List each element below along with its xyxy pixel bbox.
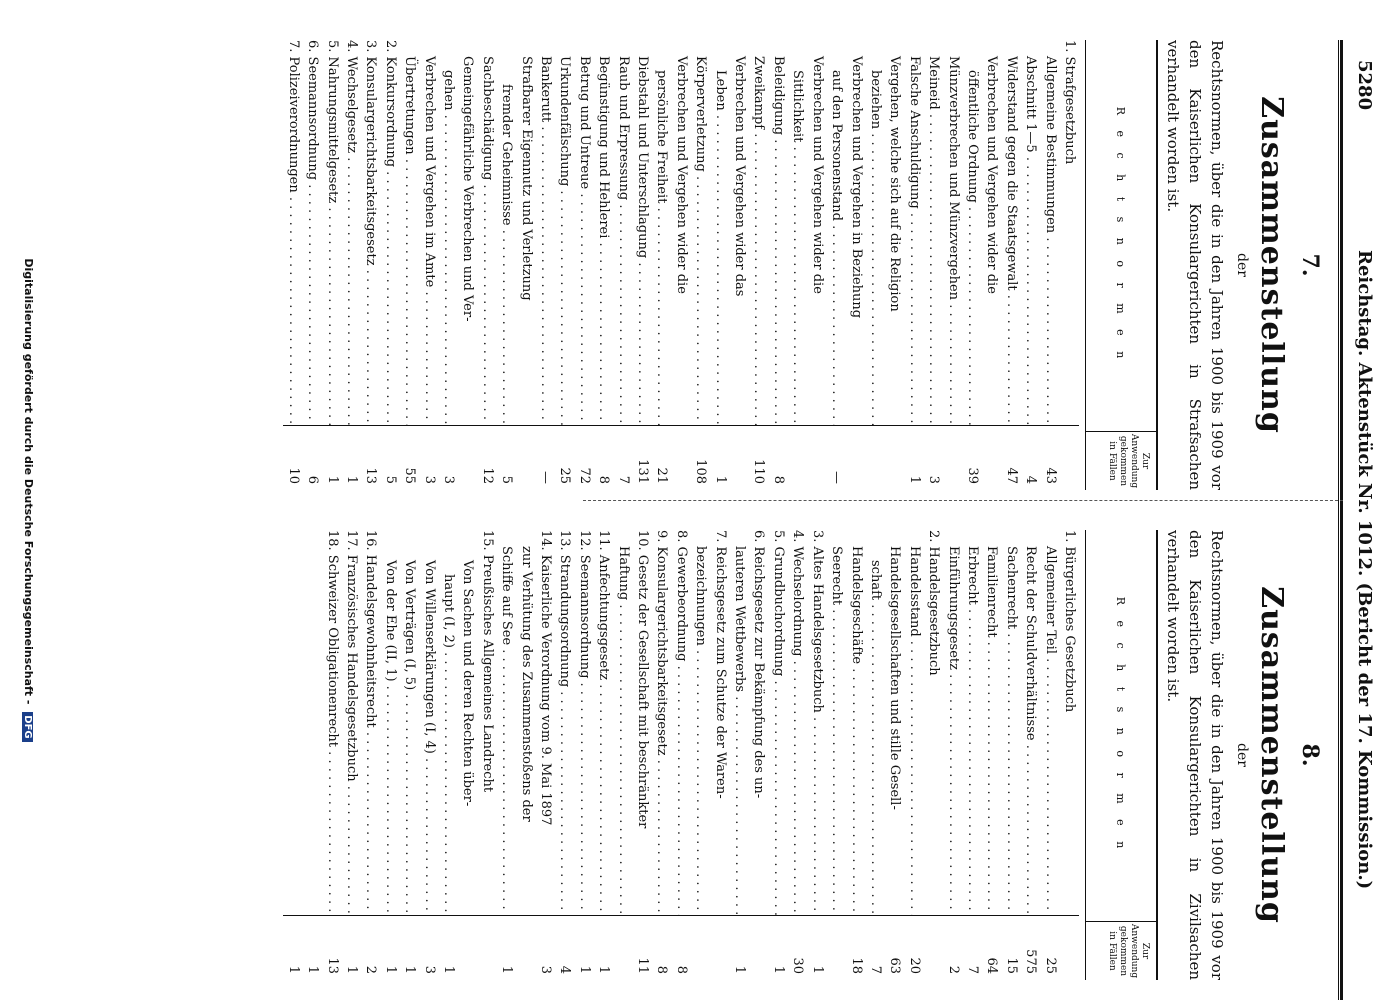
row-label: 5. Grundbuchordnung . . .	[769, 530, 788, 915]
table-row	[322, 40, 341, 490]
row-count: 1	[283, 915, 302, 980]
row-count: 6	[303, 425, 322, 490]
table-row	[574, 40, 593, 490]
row-count: 21	[652, 425, 671, 490]
row-count: 1	[904, 425, 923, 490]
section-8-der: der	[1234, 743, 1250, 767]
row-label: zur Verhütung des Zusammenstoßens der	[518, 546, 534, 822]
row-count	[458, 915, 477, 980]
row-count	[516, 915, 535, 980]
row-label: öffentliche Ordnung . . .	[963, 40, 982, 425]
row-label: 11. Anfechtungsgesetz . . .	[594, 530, 613, 915]
row-count: 108	[691, 425, 710, 490]
table-row	[361, 40, 380, 490]
page-number: 5280	[1354, 60, 1375, 111]
row-label: 1. Bürgerliches Gesetzbuch	[1062, 530, 1077, 713]
row-count: 2	[361, 915, 380, 980]
row-label: lauteren Wettbewerbs . . .	[730, 530, 749, 915]
row-label: 7. Reichsgesetz zum Schutze der Waren-	[712, 530, 728, 799]
row-count: 1	[303, 915, 322, 980]
table-row	[671, 40, 690, 490]
table-row	[788, 530, 807, 980]
section-8-number: 8.	[1297, 743, 1323, 767]
row-count: 1	[322, 425, 341, 490]
column-header-rechtsnormen: R e c h t s n o r m e n	[1086, 530, 1156, 922]
row-count: 1	[342, 915, 361, 980]
table-row	[827, 530, 846, 980]
header-rule-thin	[1338, 40, 1339, 1000]
table-row	[691, 530, 710, 980]
row-label: 12. Seemannsordnung . . .	[574, 530, 593, 915]
table-row	[1021, 530, 1040, 980]
table-row	[885, 530, 904, 980]
table-row	[574, 530, 593, 980]
row-label: Familienrecht . . .	[982, 530, 1001, 915]
table-row	[710, 40, 729, 490]
row-label: Verbrechen und Vergehen wider das	[732, 56, 748, 297]
row-count	[613, 915, 632, 980]
row-label: gehen . . .	[439, 40, 458, 425]
row-label: haupt (I, 2) . . .	[439, 530, 458, 915]
row-count: 64	[982, 915, 1001, 980]
table-row	[477, 40, 496, 490]
row-label: Sittlichkeit . . .	[788, 40, 807, 425]
table-row	[303, 530, 322, 980]
table-row	[943, 40, 962, 490]
row-count	[924, 915, 943, 980]
row-label: schaft . . .	[866, 530, 885, 915]
table-row	[1040, 530, 1059, 980]
row-label: Übertretungen . . .	[400, 40, 419, 425]
table-row	[710, 530, 729, 980]
row-count: 3	[536, 915, 555, 980]
row-label: Von Willenserklärungen (I, 4) . . .	[419, 530, 438, 915]
table-row	[419, 40, 438, 490]
section-8-rows	[283, 530, 1085, 980]
row-count: 3	[924, 425, 943, 490]
row-label: beziehen . . .	[866, 40, 885, 425]
section-8-table	[283, 530, 1158, 980]
row-label: 9. Konsulargerichtsbarkeitsgesetz . . .	[652, 530, 671, 915]
row-count: 7	[963, 915, 982, 980]
row-count: 8	[652, 915, 671, 980]
table-row	[361, 530, 380, 980]
header-rule-thick	[1340, 40, 1343, 1000]
row-count: 13	[322, 915, 341, 980]
row-count: 1	[342, 425, 361, 490]
row-label: Handelsgesellschaften und stille Gesell-	[887, 546, 903, 810]
row-label: Allgemeine Bestimmungen . . .	[1040, 40, 1059, 425]
row-label: Raub und Erpressung . . .	[613, 40, 632, 425]
table-row	[846, 40, 865, 490]
row-label: Sachbeschädigung . . .	[477, 40, 496, 425]
section-7	[285, 40, 1323, 490]
row-count: 39	[963, 425, 982, 490]
section-8	[285, 530, 1323, 980]
row-count: 1	[400, 915, 419, 980]
table-row	[1040, 40, 1059, 490]
row-count: 47	[1001, 425, 1020, 490]
table-row	[516, 40, 535, 490]
table-row	[536, 530, 555, 980]
row-label: fremder Geheimnisse . . .	[497, 40, 516, 425]
row-label: Diebstahl und Unterschlagung . . .	[633, 40, 652, 425]
section-7-der: der	[1234, 253, 1250, 277]
section-7-table-header	[1085, 40, 1156, 490]
row-label: Bankerutt . . .	[536, 40, 555, 425]
row-label: 3. Konsulargerichtsbarkeitsgesetz . . .	[361, 40, 380, 425]
table-row	[691, 40, 710, 490]
row-count: 131	[633, 425, 652, 490]
column-divider	[583, 500, 1343, 501]
section-8-table-header	[1085, 530, 1156, 980]
digitization-footer	[5, 0, 35, 1000]
row-label: Sachenrecht . . .	[1001, 530, 1020, 915]
row-label: 2. Konkursordnung . . .	[380, 40, 399, 425]
row-label: auf den Personenstand . . .	[827, 40, 846, 425]
row-label: Verbrechen und Vergehen wider die	[809, 56, 825, 294]
table-row	[555, 530, 574, 980]
table-row	[904, 530, 923, 980]
row-label: 4. Wechselordnung . . .	[788, 530, 807, 915]
row-count: —	[536, 425, 555, 490]
row-count: 1	[594, 915, 613, 980]
row-label: Von Verträgen (I, 5) . . .	[400, 530, 419, 915]
row-label: Leben . . .	[710, 40, 729, 425]
row-count: 1	[807, 915, 826, 980]
row-label: 5. Nahrungsmittelgesetz . . .	[322, 40, 341, 425]
row-label: Zweikampf . . .	[749, 40, 768, 425]
row-count: 4	[1021, 425, 1040, 490]
row-count: 8	[594, 425, 613, 490]
table-row	[1001, 530, 1020, 980]
row-count	[885, 425, 904, 490]
row-count: 1	[497, 915, 516, 980]
table-row	[400, 40, 419, 490]
table-row	[439, 530, 458, 980]
row-label: Haftung . . .	[613, 530, 632, 915]
table-row	[400, 530, 419, 980]
row-count: 55	[400, 425, 419, 490]
row-label: Urkundenfälschung . . .	[555, 40, 574, 425]
row-count	[749, 915, 768, 980]
row-count: 12	[477, 425, 496, 490]
section-8-title: Zusammenstellung	[1254, 586, 1289, 924]
table-row	[283, 40, 302, 490]
row-count: 3	[419, 425, 438, 490]
row-label: 6. Seemannsordnung . . .	[303, 40, 322, 425]
section-7-rows	[283, 40, 1085, 490]
row-label: Betrug und Untreue . . .	[574, 40, 593, 425]
row-label: 7. Polizeiverordnungen . . .	[283, 40, 302, 425]
row-label: Seerecht . . .	[827, 530, 846, 915]
section-7-title: Zusammenstellung	[1254, 96, 1289, 434]
table-row	[924, 40, 943, 490]
row-label	[303, 530, 322, 915]
row-label: 3. Altes Handelsgesetzbuch . . .	[807, 530, 826, 915]
row-label: Meineid . . .	[924, 40, 943, 425]
row-label: Einführungsgesetz . . .	[943, 530, 962, 915]
row-count	[846, 425, 865, 490]
row-count	[671, 425, 690, 490]
table-row	[943, 530, 962, 980]
table-row	[380, 530, 399, 980]
row-count	[943, 425, 962, 490]
table-row	[807, 40, 826, 490]
row-label: Erbrecht . . .	[963, 530, 982, 915]
row-label: Verbrechen und Vergehen wider die	[673, 56, 689, 294]
row-count	[710, 915, 729, 980]
row-count	[458, 425, 477, 490]
row-count: 5	[497, 425, 516, 490]
table-row	[594, 40, 613, 490]
row-label: Recht der Schuldverhältnisse . . .	[1021, 530, 1040, 915]
running-head	[1343, 0, 1383, 1000]
row-label: 10. Gesetz der Gesellschaft mit beschränkter	[635, 530, 651, 829]
row-count: 3	[419, 915, 438, 980]
table-row	[283, 530, 302, 980]
table-row	[1001, 40, 1020, 490]
table-row	[594, 530, 613, 980]
table-row	[322, 530, 341, 980]
row-count: 25	[1040, 915, 1059, 980]
table-row	[807, 530, 826, 980]
row-count: 1	[710, 425, 729, 490]
table-row	[536, 40, 555, 490]
table-row	[885, 40, 904, 490]
table-row	[924, 530, 943, 980]
section-7-description: Rechtsnormen, über die in den Jahren 1900 bis 1909 vor den Kaiserlichen Konsulargerichten in Strafsachen verhandelt worden ist.	[1164, 40, 1226, 490]
row-count: 18	[846, 915, 865, 980]
table-row	[380, 40, 399, 490]
row-label: 8. Gewerbeordnung . . .	[671, 530, 690, 915]
table-row	[555, 40, 574, 490]
row-label: 4. Wechselgesetz . . .	[342, 40, 361, 425]
table-row	[458, 40, 477, 490]
column-header-count: Zur Anwendung gekommen in Fällen	[1107, 433, 1150, 489]
row-label: Verbrechen und Vergehen im Amte . . .	[419, 40, 438, 425]
row-count	[1060, 915, 1079, 980]
row-label: Handelsstand . . .	[904, 530, 923, 915]
section-7-table	[283, 40, 1158, 490]
row-label: Von der Ehe (II, 1) . . .	[380, 530, 399, 915]
row-count	[516, 425, 535, 490]
table-row	[497, 530, 516, 980]
table-row	[827, 40, 846, 490]
row-count	[982, 425, 1001, 490]
table-row	[788, 40, 807, 490]
row-label: 17. Französisches Handelsgesetzbuch . . .	[342, 530, 361, 915]
table-row	[419, 530, 438, 980]
table-row	[730, 530, 749, 980]
section-8-description: Rechtsnormen, über die in den Jahren 1900 bis 1909 vor den Kaiserlichen Konsulargerichten in Zivilsachen verhandelt worden ist.	[1164, 530, 1226, 980]
row-count: 10	[283, 425, 302, 490]
row-label: 16. Handelsgewohnheitsrecht . . .	[361, 530, 380, 915]
table-row	[613, 530, 632, 980]
row-label: Allgemeiner Teil . . .	[1040, 530, 1059, 915]
row-count: 7	[866, 915, 885, 980]
row-count: 13	[361, 425, 380, 490]
row-label: 1. Strafgesetzbuch	[1062, 40, 1077, 165]
row-count	[691, 915, 710, 980]
table-row	[904, 40, 923, 490]
table-row	[633, 40, 652, 490]
row-count	[730, 425, 749, 490]
row-count: 3	[439, 425, 458, 490]
row-label: Begünstigung und Hehlerei . . .	[594, 40, 613, 425]
row-label: persönliche Freiheit . . .	[652, 40, 671, 425]
column-header-rechtsnormen: R e c h t s n o r m e n	[1086, 40, 1156, 432]
row-count: 2	[943, 915, 962, 980]
table-row	[633, 530, 652, 980]
row-count: 20	[904, 915, 923, 980]
table-row	[303, 40, 322, 490]
row-label: 2. Handelsgesetzbuch	[926, 530, 942, 676]
row-count: 110	[749, 425, 768, 490]
row-label: Beleidigung . . .	[769, 40, 788, 425]
table-row	[749, 40, 768, 490]
table-row	[982, 530, 1001, 980]
row-count	[477, 915, 496, 980]
row-count	[788, 425, 807, 490]
row-count: 7	[613, 425, 632, 490]
row-label: 13. Strandungsordnung . . .	[555, 530, 574, 915]
table-row	[477, 530, 496, 980]
table-row	[963, 530, 982, 980]
row-label: Körperverletzung . . .	[691, 40, 710, 425]
row-label: 18. Schweizer Obligationenrecht . . .	[322, 530, 341, 915]
row-label: Münzverbrechen und Münzvergehen . . .	[943, 40, 962, 425]
row-count: 30	[788, 915, 807, 980]
footer-text: Digitalisierung gefördert durch die Deutsche Forschungsgemeinschaft -	[22, 258, 35, 705]
table-row	[730, 40, 749, 490]
table-row	[652, 40, 671, 490]
table-row	[769, 530, 788, 980]
table-row	[866, 530, 885, 980]
table-row	[1060, 530, 1079, 980]
row-label: Abschnitt 1—5 . . .	[1021, 40, 1040, 425]
row-label: 6. Reichsgesetz zur Bekämpfung des un-	[751, 530, 767, 799]
row-label: Von Sachen und deren Rechten über-	[460, 560, 476, 807]
row-count: 5	[380, 425, 399, 490]
row-count	[807, 425, 826, 490]
table-row	[497, 40, 516, 490]
row-count	[827, 915, 846, 980]
table-row	[769, 40, 788, 490]
table-row	[613, 40, 632, 490]
row-label	[283, 530, 302, 915]
row-count: 72	[574, 425, 593, 490]
row-label: Handelsgeschäfte . . .	[846, 530, 865, 915]
row-label: Schiffe auf See . . .	[497, 530, 516, 915]
row-label: Falsche Anschuldigung . . .	[904, 40, 923, 425]
table-row	[671, 530, 690, 980]
row-count: 43	[1040, 425, 1059, 490]
table-row	[1060, 40, 1079, 490]
dfg-logo: DFG	[22, 712, 33, 741]
row-label: 15. Preußisches Allgemeines Landrecht	[479, 530, 495, 793]
row-count: 8	[769, 425, 788, 490]
row-label: Widerstand gegen die Staatsgewalt . . .	[1001, 40, 1020, 425]
row-label: Verbrechen und Vergehen wider die	[984, 56, 1000, 294]
table-row	[749, 530, 768, 980]
row-label: Vergehen, welche sich auf die Religion	[887, 56, 903, 312]
column-header-count: Zur Anwendung gekommen in Fällen	[1107, 923, 1150, 979]
table-row	[866, 40, 885, 490]
table-row	[846, 530, 865, 980]
row-label: bezeichnungen . . .	[691, 530, 710, 915]
row-label: Gemeingefährliche Verbrechen und Ver-	[460, 56, 476, 322]
row-count: 1	[730, 915, 749, 980]
row-count: 1	[769, 915, 788, 980]
table-row	[342, 40, 361, 490]
row-label: Strafbarer Eigennutz und Verletzung	[518, 56, 534, 301]
table-row	[982, 40, 1001, 490]
table-row	[652, 530, 671, 980]
row-count	[866, 425, 885, 490]
row-count: 11	[633, 915, 652, 980]
table-row	[516, 530, 535, 980]
row-count: —	[827, 425, 846, 490]
row-count: 1	[380, 915, 399, 980]
row-count: 1	[574, 915, 593, 980]
row-count: 4	[555, 915, 574, 980]
row-count: 63	[885, 915, 904, 980]
row-count	[1060, 425, 1079, 490]
table-row	[1021, 40, 1040, 490]
row-count: 8	[671, 915, 690, 980]
table-row	[439, 40, 458, 490]
running-head-text: Reichstag. Aktenstück Nr. 1012. (Bericht der 17. Kommission.)	[1354, 250, 1375, 890]
row-count: 25	[555, 425, 574, 490]
row-count: 1	[439, 915, 458, 980]
table-row	[342, 530, 361, 980]
row-label: 14. Kaiserliche Verordnung vom 9. Mai 1897	[538, 530, 554, 826]
row-count: 15	[1001, 915, 1020, 980]
section-7-number: 7.	[1297, 253, 1323, 277]
table-row	[458, 530, 477, 980]
table-row	[963, 40, 982, 490]
row-label: Verbrechen und Vergehen in Beziehung	[848, 56, 864, 319]
row-count: 575	[1021, 915, 1040, 980]
